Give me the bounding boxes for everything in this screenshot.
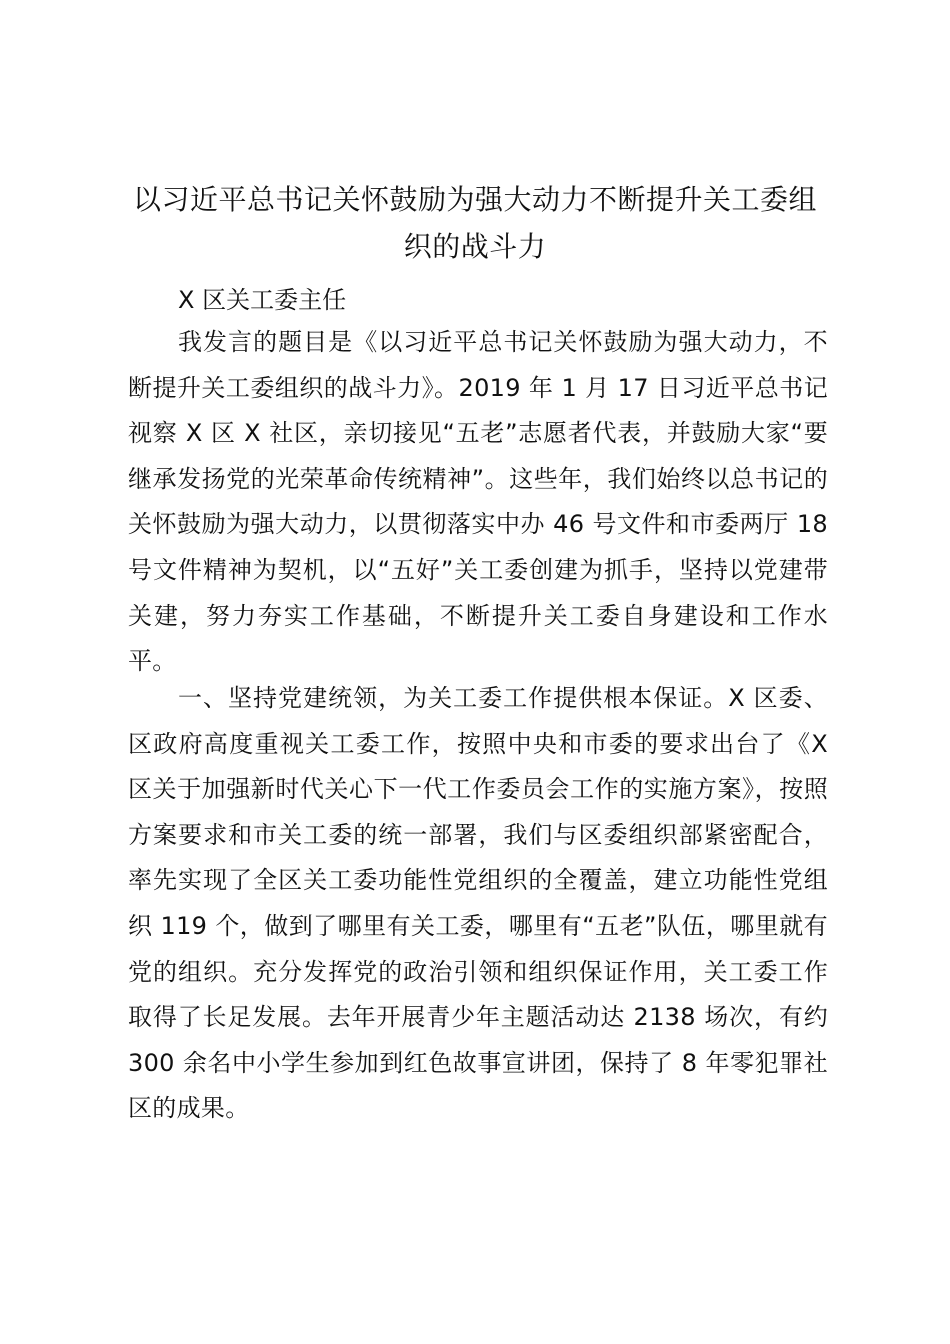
- body-paragraph-1: 我发言的题目是《以习近平总书记关怀鼓励为强大动力，不断提升关工委组织的战斗力》。2019 年 1 月 17 日习近平总书记视察 X 区 X 社区，亲切接见“五老”志愿者代表，并鼓励大家“要继承发扬党的光荣革命传统精神”。这些年，我们始终以总书记的关怀鼓励为强大动力，以贯彻落实中办 46 号文件和市委两厅 18 号文件精神为契机，以“五好”关工委创建为抓手，坚持以党建带关建，努力夯实工作基础，不断提升关工委自身建设和工作水平。: [128, 328, 828, 676]
- document-author: X 区关工委主任: [178, 286, 347, 314]
- document-title: 以习近平总书记关怀鼓励为强大动力不断提升关工委组织的战斗力: [132, 183, 817, 263]
- body-paragraph-2: 一、坚持党建统领，为关工委工作提供根本保证。X 区委、区政府高度重视关工委工作，按照中央和市委的要求出台了《X 区关于加强新时代关心下一代工作委员会工作的实施方案》，按照方案要求和市关工委的统一部署，我们与区委组织部紧密配合，率先实现了全区关工委功能性党组织的全覆盖，建立功能性党组织 119 个，做到了哪里有关工委，哪里有“五老”队伍，哪里就有党的组织。充分发挥党的政治引领和组织保证作用，关工委工作取得了长足发展。去年开展青少年主题活动达 2138 场次，有约 300 余名中小学生参加到红色故事宣讲团，保持了 8 年零犯罪社区的成果。: [128, 684, 828, 1123]
